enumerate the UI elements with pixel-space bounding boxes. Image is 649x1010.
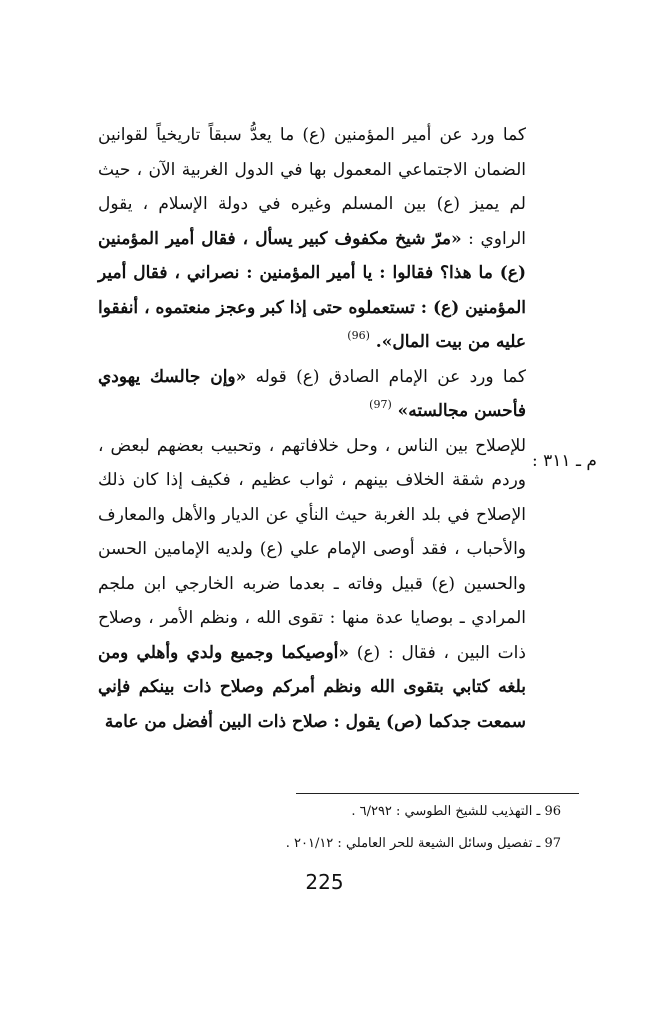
paragraph-reconciliation — [98, 429, 526, 740]
footnote-ref: (96) — [347, 329, 370, 342]
footnote-97: 97 ـ تفصيل وسائل الشيعة للحر العاملي : ٢٠١/١٢ . — [285, 836, 561, 851]
paragraph-social-security — [98, 118, 526, 360]
paragraph-text: كما ورد عن أمير المؤمنين (ع) ما يعدُّ سبقاً تاريخياً لقوانين الضمان الاجتماعي المعمول بها في الدول الغربية الآن ، حيث لم يميز (ع) بين المسلم وغيره في دولة الإسلام ، يقول الراوي : — [98, 125, 526, 249]
clause-number-label: م ـ ٣١١ : — [532, 451, 597, 471]
footnote-96: 96 ـ التهذيب للشيخ الطوسي : ٦/٢٩٢ . — [351, 804, 561, 819]
paragraph-text: كما ورد عن الإمام الصادق (ع) قوله — [246, 366, 526, 387]
footnote-divider — [296, 793, 579, 794]
paragraph-text: للإصلاح بين الناس ، وحل خلافاتهم ، وتحبيب بعضهم لبعض ، وردم شقة الخلاف بينهم ، ثواب عظيم ، فكيف إذا كان ذلك الإصلاح في بلد الغربة حيث النأي عن الديار والأهل والمعارف والأحباب ، فقد أوصى الإمام علي (ع) ولديه الإمامين الحسن والحسين (ع) قبيل وفاته ـ بعدما ضربه الخارجي ابن ملجم المرادي ـ بوصايا عدة منها : تقوى الله ، ونظم الأمر ، وصلاح ذات البين ، فقال : (ع) — [98, 435, 526, 663]
quote-text: «وإن جالسك يهودي فأحسن مجالسته» — [98, 366, 526, 421]
page-number: 225 — [305, 870, 344, 894]
quote-text: «مرّ شيخ مكفوف كبير يسأل ، فقال أمير المؤمنين (ع) ما هذا؟ فقالوا : يا أمير المؤمنين : نصراني ، فقال أمير المؤمنين (ع) : تستعملوه حتى إذا كبر وعجز منعتموه ، أنفقوا عليه من بيت المال». — [98, 228, 526, 352]
quote-text: «أوصيكما وجميع ولدي وأهلي ومن بلغه كتابي بتقوى الله ونظم أمركم وصلاح ذات بينكم فإني سمعت جدكما (ص) يقول : صلاح ذات البين أفضل من عامة — [98, 642, 526, 732]
footnote-ref: (97) — [369, 398, 392, 411]
paragraph-sadiq — [98, 360, 526, 429]
main-text — [98, 118, 526, 739]
